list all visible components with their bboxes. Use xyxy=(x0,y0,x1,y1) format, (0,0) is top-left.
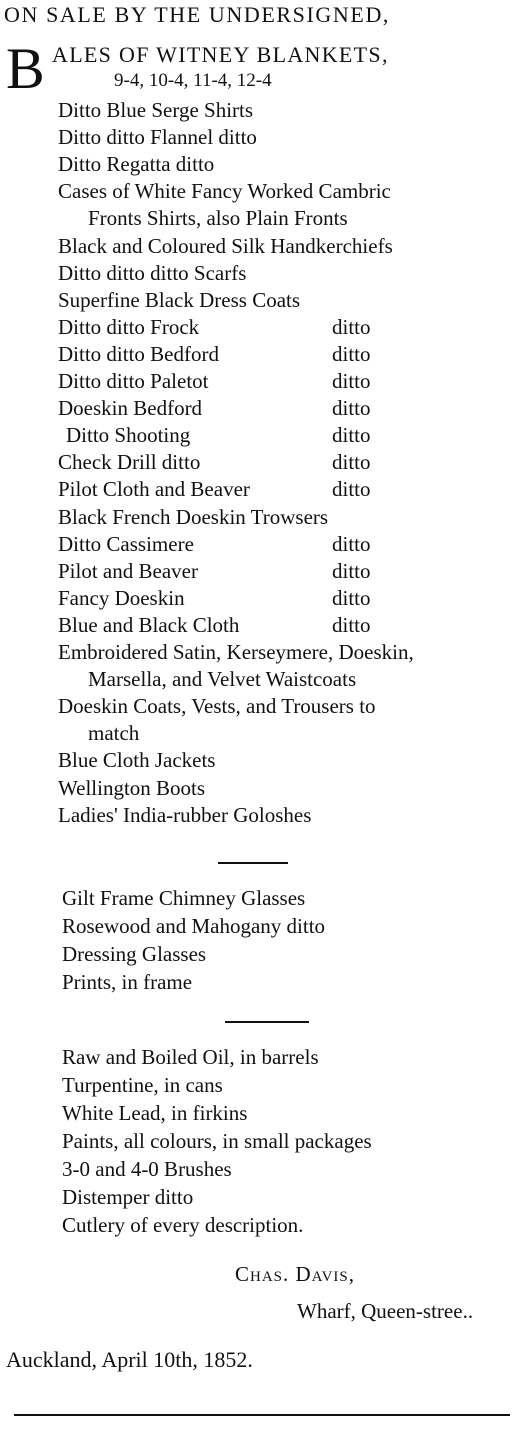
item-name: Embroidered Satin, Kerseymere, Doeskin, xyxy=(58,640,414,664)
list-item xyxy=(58,803,311,827)
list-item xyxy=(58,776,205,800)
list-item: Distemper ditto xyxy=(62,1185,194,1209)
list-item: 3-0 and 4-0 Brushes xyxy=(62,1157,232,1181)
list-item xyxy=(88,721,139,745)
item-suffix: ditto xyxy=(332,613,371,637)
item-name: Ditto ditto Frock xyxy=(58,315,200,339)
section-divider-1 xyxy=(218,862,288,864)
item-name: Blue and Black Cloth xyxy=(58,613,240,637)
item-name: Ditto ditto Flannel ditto xyxy=(58,125,257,149)
list-item xyxy=(58,369,209,393)
item-suffix: ditto xyxy=(332,342,371,366)
list-item xyxy=(58,748,215,772)
list-item xyxy=(58,261,246,285)
list-item xyxy=(58,586,185,610)
list-item xyxy=(58,98,253,122)
list-item xyxy=(58,152,214,176)
signature-name-text: Chas. Davis, xyxy=(235,1262,355,1286)
item-name: Doeskin Bedford xyxy=(58,396,203,420)
item-suffix: ditto xyxy=(332,396,371,420)
list-item: White Lead, in firkins xyxy=(62,1101,248,1125)
list-item xyxy=(58,396,202,420)
list-item: Prints, in frame xyxy=(62,970,193,994)
title-line: ALES OF WITNEY BLANKETS, xyxy=(52,42,389,67)
list-item xyxy=(58,288,300,312)
list-item xyxy=(58,315,199,339)
bottom-rule xyxy=(14,1414,510,1416)
list-item: Turpentine, in cans xyxy=(62,1073,223,1097)
list-item: Paints, all colours, in small packages xyxy=(62,1129,372,1153)
item-name: Ditto ditto ditto Scarfs xyxy=(58,261,247,285)
item-name: Ditto Shooting xyxy=(66,423,191,447)
item-name: Blue Cloth Jackets xyxy=(58,748,216,772)
item-name: match xyxy=(88,721,140,745)
list-item xyxy=(58,640,414,664)
list-item xyxy=(58,125,257,149)
item-name: Ditto ditto Bedford xyxy=(58,342,219,366)
item-name: Fronts Shirts, also Plain Fronts xyxy=(88,206,348,230)
item-name: Black and Coloured Silk Handkerchiefs xyxy=(58,234,393,258)
list-item xyxy=(58,450,200,474)
list-item: Rosewood and Mahogany ditto xyxy=(62,914,326,938)
item-suffix: ditto xyxy=(332,586,371,610)
item-name: Pilot Cloth and Beaver xyxy=(58,477,250,501)
item-name: Ditto Blue Serge Shirts xyxy=(58,98,254,122)
list-item xyxy=(58,559,198,583)
item-suffix: ditto xyxy=(332,315,371,339)
item-name: Superfine Black Dress Coats xyxy=(58,288,301,312)
item-suffix: ditto xyxy=(332,423,371,447)
drop-cap-letter: B xyxy=(6,36,45,101)
item-suffix: ditto xyxy=(332,477,371,501)
item-name: Pilot and Beaver xyxy=(58,559,198,583)
list-item: Gilt Frame Chimney Glasses xyxy=(62,886,306,910)
item-name: Ditto Regatta ditto xyxy=(58,152,215,176)
item-name: Black French Doeskin Trowsers xyxy=(58,505,329,529)
list-item xyxy=(58,342,219,366)
dateline: Auckland, April 10th, 1852. xyxy=(6,1347,253,1372)
item-name: Marsella, and Velvet Waistcoats xyxy=(88,667,357,691)
item-name: Doeskin Coats, Vests, and Trousers to xyxy=(58,694,376,718)
item-suffix: ditto xyxy=(332,369,371,393)
item-name: Fancy Doeskin xyxy=(58,586,185,610)
list-item xyxy=(88,206,348,230)
list-item xyxy=(66,423,190,447)
signature-address: Wharf, Queen-stree.. xyxy=(297,1299,474,1323)
list-item: Dressing Glasses xyxy=(62,942,207,966)
list-item xyxy=(58,234,393,258)
list-item xyxy=(58,613,239,637)
list-item xyxy=(58,694,376,718)
item-name: Ditto Cassimere xyxy=(58,532,194,556)
list-item xyxy=(58,179,391,203)
item-suffix: ditto xyxy=(332,532,371,556)
list-item xyxy=(58,532,194,556)
item-name: Wellington Boots xyxy=(58,776,206,800)
list-item xyxy=(88,667,356,691)
item-suffix: ditto xyxy=(332,559,371,583)
item-suffix: ditto xyxy=(332,450,371,474)
list-item xyxy=(58,477,250,501)
list-item: Raw and Boiled Oil, in barrels xyxy=(62,1045,319,1069)
list-item: Cutlery of every description. xyxy=(62,1213,304,1237)
item-name: Check Drill ditto xyxy=(58,450,201,474)
item-name: Ladies' India-rubber Goloshes xyxy=(58,803,312,827)
blanket-sizes: 9-4, 10-4, 11-4, 12-4 xyxy=(114,70,272,91)
list-item xyxy=(58,505,328,529)
item-name: Cases of White Fancy Worked Cambric xyxy=(58,179,391,203)
section-divider-2 xyxy=(225,1021,309,1023)
signature-name xyxy=(235,1262,355,1286)
page-heading: ON SALE BY THE UNDERSIGNED, xyxy=(4,2,391,27)
item-name: Ditto ditto Paletot xyxy=(58,369,209,393)
